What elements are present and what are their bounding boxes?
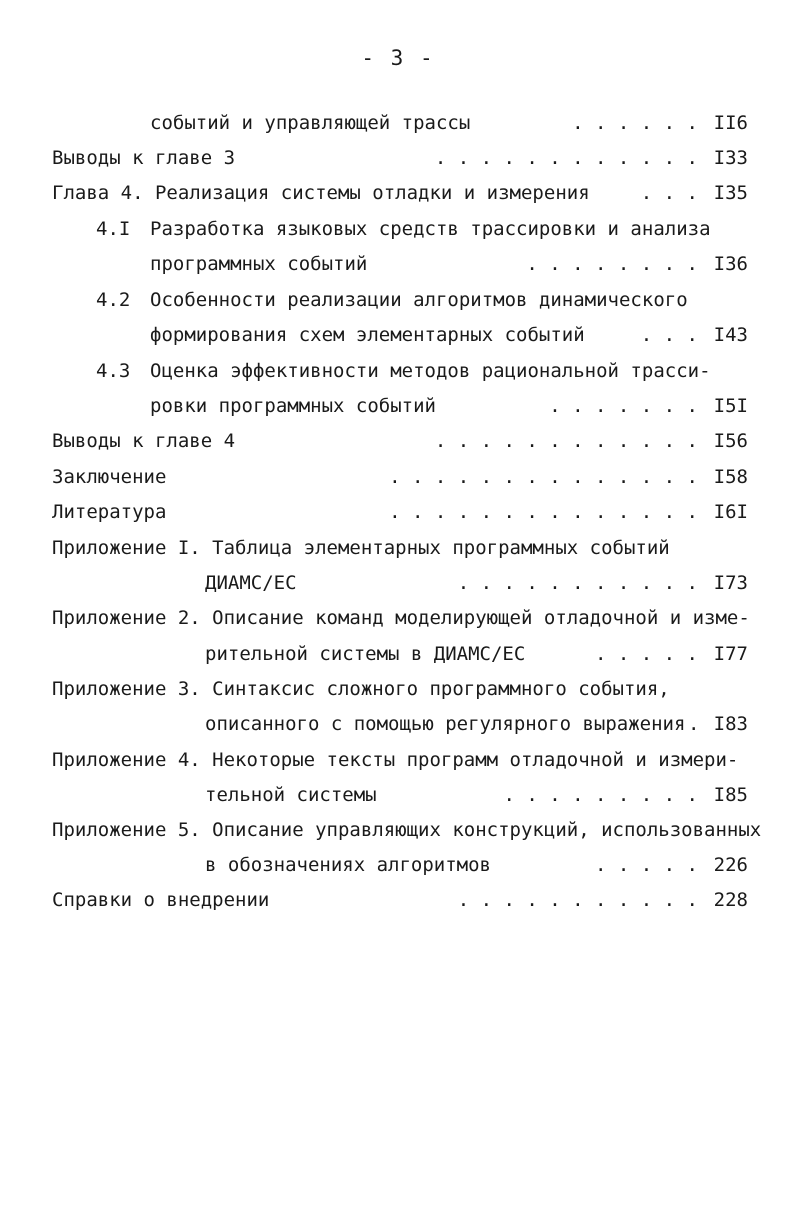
- toc-page-number: II6: [713, 112, 748, 134]
- toc-entry: [52, 143, 748, 173]
- toc-entry-text: Приложение 5. Описание управляющих конструкций, использованных: [52, 819, 762, 841]
- toc-entry: [52, 178, 748, 208]
- toc-entry-text: Выводы к главе 3: [52, 147, 236, 169]
- toc-page-number: 226: [713, 854, 748, 876]
- toc-entry-text: ДИАМС/ЕС: [205, 572, 297, 594]
- toc-entry: [52, 285, 748, 315]
- toc-entry: [52, 356, 748, 386]
- leader-dots: . . . . .: [595, 854, 698, 876]
- toc-entry: [52, 426, 748, 456]
- toc-entry: [52, 462, 748, 492]
- toc-entry-text: в обозначениях алгоритмов: [205, 854, 491, 876]
- toc-page-number: I56: [713, 430, 748, 452]
- toc-entry: [52, 780, 748, 810]
- toc-entry-text: Литература: [52, 501, 167, 523]
- toc-entry: [52, 745, 748, 775]
- toc-entry-text: Приложение I. Таблица элементарных программных событий: [52, 537, 670, 559]
- toc-entry: [52, 391, 748, 421]
- toc-entry: [52, 214, 748, 244]
- toc-page-number: I36: [713, 253, 748, 275]
- toc-entry: [52, 497, 748, 527]
- toc-entry-text: Справки о внедрении: [52, 889, 270, 911]
- toc-entry-text: событий и управляющей трассы: [150, 112, 471, 134]
- toc-entry-text: Приложение 2. Описание команд моделирующей отладочной и изме-: [52, 607, 750, 629]
- leader-dots: . . . . . . . . . . . .: [434, 430, 698, 452]
- leader-dots: . . . . . . . . .: [503, 784, 698, 806]
- toc-entry-text: Приложение 3. Синтаксис сложного программного события,: [52, 678, 670, 700]
- leader-dots: . . . . . . . . . . .: [457, 572, 698, 594]
- page-number: - 3 -: [361, 46, 435, 70]
- toc-page-number: I85: [713, 784, 748, 806]
- toc-entry-text: Глава 4. Реализация системы отладки и измерения: [52, 182, 590, 204]
- toc-entry-text: тельной системы: [205, 784, 377, 806]
- toc-page-number: I6I: [713, 501, 748, 523]
- toc-entry: [52, 850, 748, 880]
- toc-entry-text: Заключение: [52, 466, 167, 488]
- toc-entry: [52, 603, 748, 633]
- leader-dots: . . . . . . .: [549, 395, 698, 417]
- leader-dots: . . . . . . . . . . . .: [434, 147, 698, 169]
- toc-entry: [52, 639, 748, 669]
- toc-entry: [52, 108, 748, 138]
- toc-page-number: I43: [713, 324, 748, 346]
- toc-entry: [52, 249, 748, 279]
- toc-page-number: I33: [713, 147, 748, 169]
- toc-entry-text: формирования схем элементарных событий: [150, 324, 585, 346]
- toc-page-number: I58: [713, 466, 748, 488]
- toc-entry-text: ровки программных событий: [150, 395, 436, 417]
- toc-entry: [52, 533, 748, 563]
- toc-page-number: I77: [713, 643, 748, 665]
- leader-dots: . . . . . . . .: [526, 253, 698, 275]
- toc-page-number: I35: [713, 182, 748, 204]
- toc-page-number: 228: [713, 889, 748, 911]
- toc-entry: [52, 674, 748, 704]
- toc-entry: [52, 568, 748, 598]
- toc-entry-text: рительной системы в ДИАМС/ЕС: [205, 643, 526, 665]
- toc-entry: [52, 320, 748, 350]
- leader-dots: . . . . . .: [572, 112, 698, 134]
- toc-entry-text: Приложение 4. Некоторые тексты программ отладочной и измери-: [52, 749, 739, 771]
- section-number: 4.I: [96, 218, 131, 240]
- toc-page-number: I5I: [713, 395, 748, 417]
- toc-entry-text: Выводы к главе 4: [52, 430, 236, 452]
- toc-entry-text: Особенности реализации алгоритмов динамического: [150, 289, 688, 311]
- toc-entry-text: описанного с помощью регулярного выражения: [205, 713, 686, 735]
- leader-dots: . . . . . . . . . . . . . .: [389, 466, 698, 488]
- leader-dots: . . .: [640, 182, 698, 204]
- toc-entry-text: программных событий: [150, 253, 368, 275]
- toc-entry-text: Оценка эффективности методов рациональной трасси-: [150, 360, 711, 382]
- toc-entry-text: Разработка языковых средств трассировки и анализа: [150, 218, 711, 240]
- toc-entry: [52, 815, 762, 845]
- leader-dots: .: [688, 713, 700, 735]
- toc-page-number: I73: [713, 572, 748, 594]
- toc-entry: [52, 885, 748, 915]
- leader-dots: . . . . .: [595, 643, 698, 665]
- toc-page-number: I83: [713, 713, 748, 735]
- section-number: 4.2: [96, 289, 131, 311]
- leader-dots: . . . . . . . . . . . . . .: [389, 501, 698, 523]
- leader-dots: . . .: [640, 324, 698, 346]
- toc-entry: [52, 709, 748, 739]
- leader-dots: . . . . . . . . . . .: [457, 889, 698, 911]
- section-number: 4.3: [96, 360, 131, 382]
